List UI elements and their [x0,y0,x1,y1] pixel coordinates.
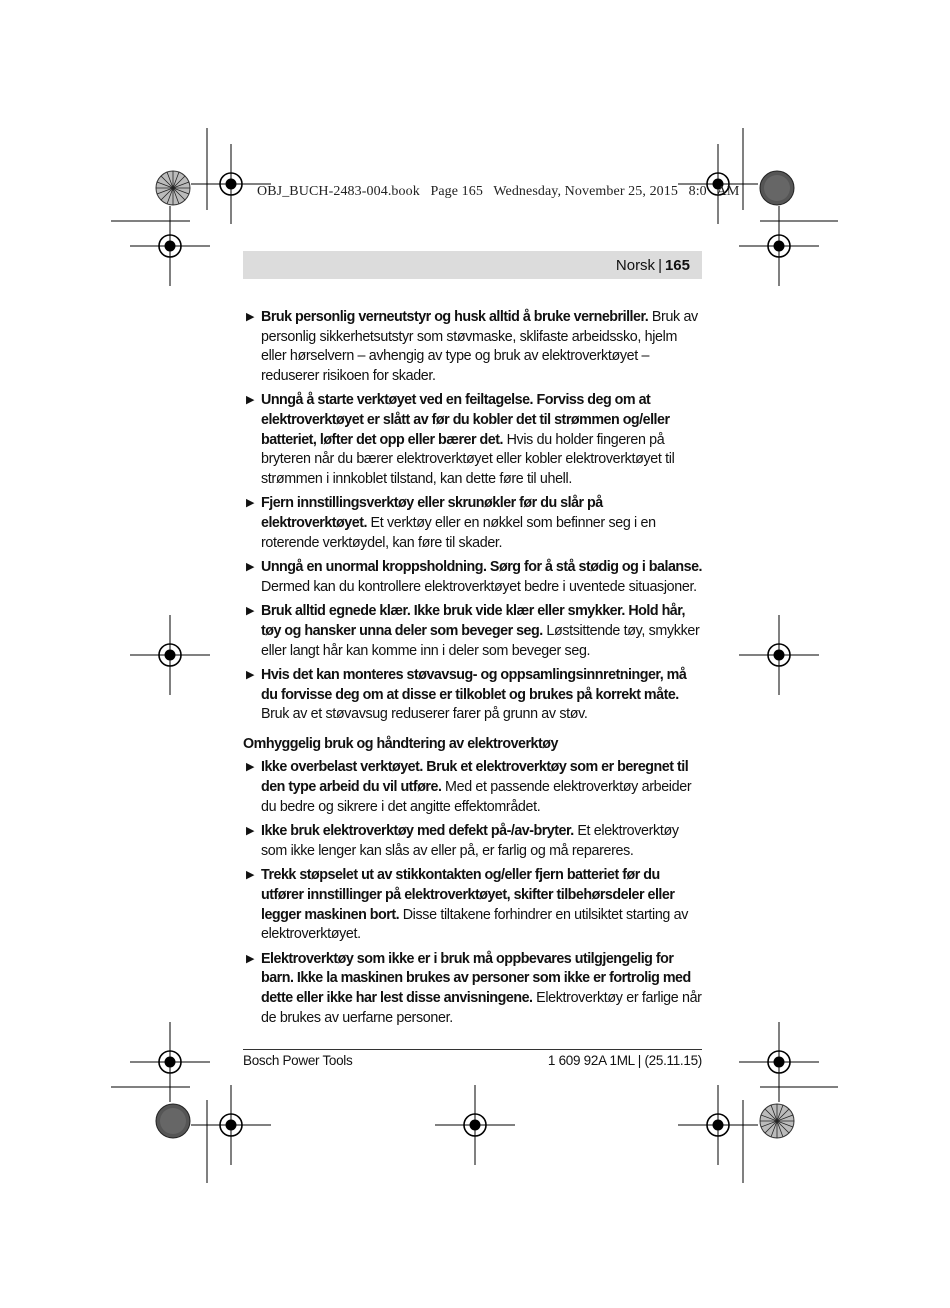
bullet-triangle-icon: ▶ [246,561,255,574]
list-item [243,950,702,1028]
item-bold-text: Fjern innstillingsverktøy eller skrunøkler før du slår på elektroverktøyet. [261,495,603,531]
header-page-number: 165 [664,257,690,274]
item-bold-text: Ikke overbelast verktøyet. Bruk et elektroverktøy som er beregnet til den type arbeid du vil utføre. [261,759,689,796]
list-item [243,758,702,817]
bullet-triangle-icon: ▶ [246,605,255,618]
item-body-text: Et elektroverktøy som ikke lenger kan slås av eller på, er farlig og må repareres. [261,823,679,859]
header-language: Norsk [615,257,656,274]
bullet-triangle-icon: ▶ [246,394,255,407]
footer-doc-number: 1 609 92A 1ML | (25.11.15) [547,1053,702,1068]
list-item [243,391,702,489]
item-body-text: Hvis du holder fingeren på bryteren når du bærer elektroverktøyet eller kobler elektroverktøyet til strømmen i innkoblet tilstand, kan dette føre til uhell. [261,431,675,487]
item-bold-text: Bruk personlig verneutstyr og husk alltid å bruke vernebriller. [261,309,649,325]
bullet-triangle-icon: ▶ [246,669,255,682]
page-header [243,251,702,279]
item-bold-text: Unngå en unormal kroppsholdning. Sørg for å stå stødig og i balanse. [261,559,703,576]
list-item [243,494,702,553]
list-item [243,308,702,386]
item-bold-text: Bruk alltid egnede klær. Ikke bruk vide klær eller smykker. Hold hår, tøy og hansker unna deler som beveger seg. [261,603,685,639]
item-body-text: Bruk av et støvavsug reduserer farer på grunn av støv. [261,706,588,723]
list-item [243,602,702,661]
item-bold-text: Unngå å starte verktøyet ved en feiltagelse. Forviss deg om at elektroverktøyet er slått av før du kobler det til strømmen og/eller batteriet, løfter det opp eller bærer det. [261,392,670,448]
item-body-text: Med et passende elektroverktøy arbeider du bedre og sikrere i det angitte effektområdet. [261,779,692,815]
print-ampm: AM [716,184,740,199]
footer-publisher: Bosch Power Tools [243,1053,353,1068]
section-heading: Omhyggelig bruk og håndtering av elektroverktøy [243,735,558,752]
footer-rule [243,1049,702,1050]
item-body-text: Løstsittende tøy, smykker eller langt hår kan komme inn i deler som beveger seg. [261,622,700,659]
header-text [616,257,690,274]
item-bold-text: Hvis det kan monteres støvavsug- og oppsamlingsinnretninger, må du forvisse deg om at disse er tilkoblet og brukes på korrekt måte. [261,667,687,703]
bullet-triangle-icon: ▶ [246,869,255,882]
list-item [243,866,702,944]
main-content [243,308,702,1033]
print-filename: OBJ_BUCH-2483-004.book [257,184,420,199]
bullet-triangle-icon: ▶ [246,825,255,838]
item-body-text: Disse tiltakene forhindrer en utilsiktet starting av elektroverktøyet. [261,906,689,943]
print-page: Page 165 [430,184,483,199]
item-body-text: Dermed kan du kontrollere elektroverktøyet bedre i uventede situasjoner. [261,578,697,595]
list-item [243,666,702,725]
item-bold-text: Ikke bruk elektroverktøy med defekt på-/av-bryter. [261,823,574,840]
print-time: 8:0 [688,184,707,199]
item-body-text: Elektroverktøy er farlige når de brukes av uerfarne personer. [261,990,702,1026]
safety-list-personal [243,308,702,725]
print-date: Wednesday, November 25, 2015 [493,184,678,199]
list-item [243,558,702,597]
item-body-text: Et verktøy eller en nøkkel som befinner seg i en roterende verktøydel, kan føre til skader. [261,514,656,551]
item-bold-text: Elektroverktøy som ikke er i bruk må oppbevares utilgjengelig for barn. Ikke la maskinen brukes av personer som ikke er fortrolig med dette eller ikke har lest disse anvisningene. [261,950,691,1006]
item-body-text: Bruk av personlig sikkerhetsutstyr som støvmaske, sklifaste arbeidssko, hjelm eller hørselvern – avhengig av type og bruk av elektroverktøyet – reduserer risikoen for skader. [261,309,698,384]
bullet-triangle-icon: ▶ [246,952,255,965]
header-separator: | [658,257,662,274]
safety-list-tool-use [243,758,702,1028]
bullet-triangle-icon: ▶ [246,311,255,323]
item-bold-text: Trekk støpselet ut av stikkontakten og/eller fjern batteriet før du utfører innstillinger på elektroverktøyet, skifter tilbehørsdeler eller legger maskinen bort. [261,867,675,923]
bullet-triangle-icon: ▶ [246,497,255,510]
print-info-line [257,184,746,200]
list-item [243,822,702,861]
bullet-triangle-icon: ▶ [246,761,255,774]
